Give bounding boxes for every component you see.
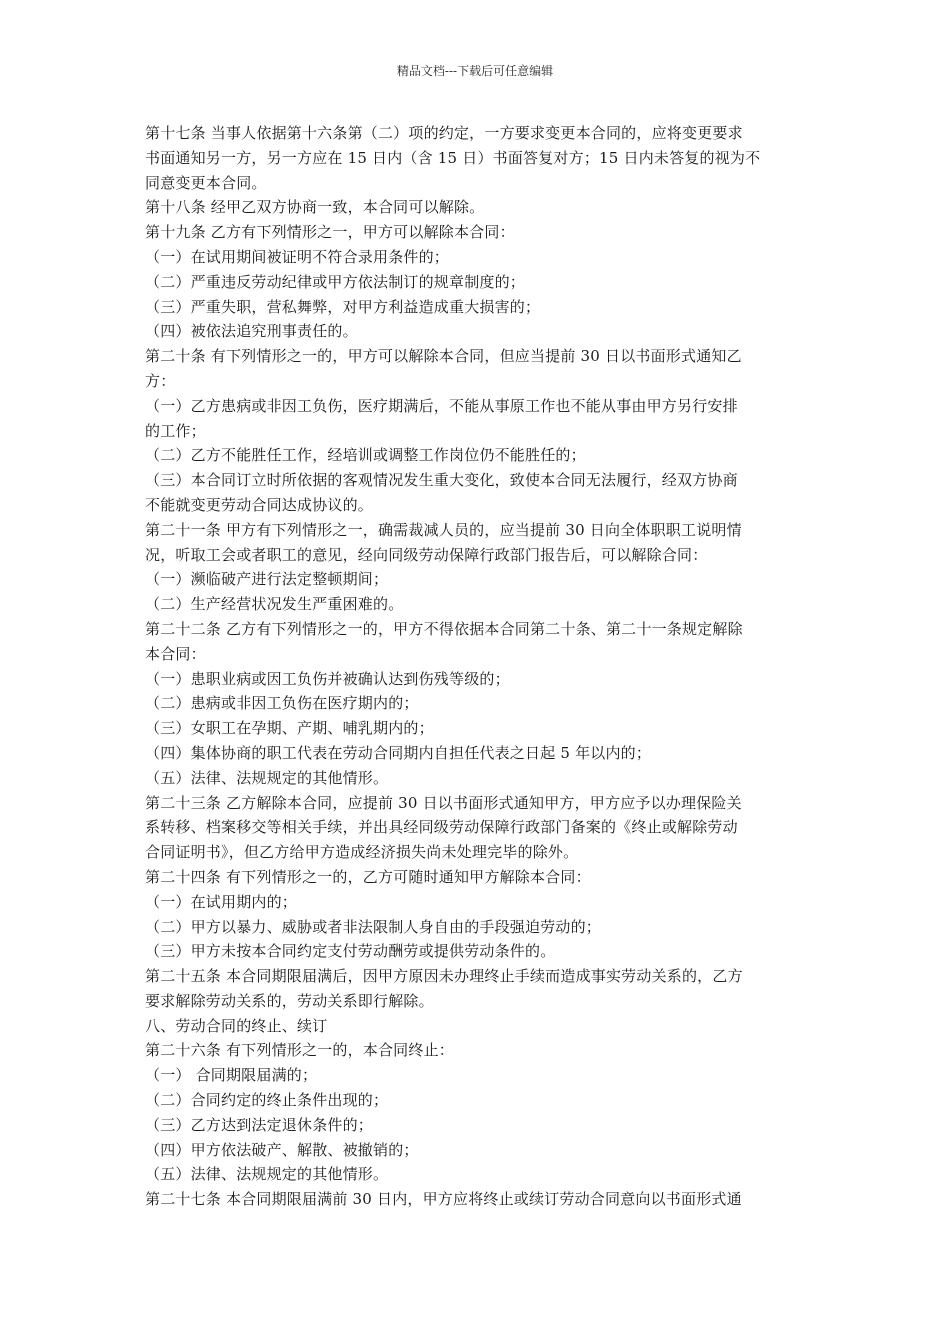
text-line: 方： (145, 371, 176, 390)
text-line: 不能就变更劳动合同达成协议的。 (145, 495, 374, 514)
text-line: （四）集体协商的职工代表在劳动合同期内自担任代表之日起 5 年以内的； (145, 743, 652, 762)
text-line: 第二十一条 甲方有下列情形之一，确需裁减人员的，应当提前 30 日向全体职职工说明情 (145, 520, 742, 539)
text-line: （一）在试用期间被证明不符合录用条件的； (145, 247, 450, 266)
text-line: （五）法律、法规规定的其他情形。 (145, 768, 389, 787)
text-line: 合同证明书》，但乙方给甲方造成经济损失尚未处理完毕的除外。 (145, 843, 579, 862)
text-line: （二）合同约定的终止条件出现的； (145, 1091, 389, 1110)
text-line: 同意变更本合同。 (145, 173, 267, 192)
text-line: 书面通知另一方，另一方应在 15 日内（含 15 日）书面答复对方；15 日内未答复的视为不 (145, 148, 761, 167)
text-line: （四）甲方依法破产、解散、被撤销的； (145, 1140, 419, 1159)
text-line: （三）严重失职，营私舞弊，对甲方利益造成重大损害的； (145, 297, 541, 316)
document-body (145, 121, 808, 1212)
text-line: （一）濒临破产进行法定整顿期间； (145, 570, 389, 589)
text-line: 的工作； (145, 421, 206, 440)
text-line: （三）本合同订立时所依据的客观情况发生重大变化，致使本合同无法履行，经双方协商 (145, 471, 738, 490)
text-line: 况，听取工会或者职工的意见，经向同级劳动保障行政部门报告后，可以解除合同： (145, 545, 708, 564)
text-line: （三）女职工在孕期、产期、哺乳期内的； (145, 719, 434, 738)
text-line: 系转移、档案移交等相关手续，并出具经同级劳动保障行政部门备案的《终止或解除劳动 (145, 818, 738, 837)
text-line: 第二十四条 有下列情形之一的，乙方可随时通知甲方解除本合同： (145, 867, 591, 886)
text-line: （一）乙方患病或非因工负伤，医疗期满后，不能从事原工作也不能从事由甲方另行安排 (145, 396, 738, 415)
text-line: 第十八条 经甲乙双方协商一致，本合同可以解除。 (145, 198, 485, 217)
text-line: 第二十五条 本合同期限届满后，因甲方原因未办理终止手续而造成事实劳动关系的，乙方 (145, 967, 743, 986)
text-line: （二）患病或非因工负伤在医疗期内的； (145, 694, 419, 713)
text-line: （二）乙方不能胜任工作，经培训或调整工作岗位仍不能胜任的； (145, 446, 586, 465)
text-line: 第十七条 当事人依据第十六条第（二）项的约定，一方要求变更本合同的，应将变更要求 (145, 124, 743, 142)
text-line: （一） 合同期限届满的； (145, 1066, 318, 1085)
text-line: （五）法律、法规规定的其他情形。 (145, 1165, 389, 1184)
text-line: 第二十三条 乙方解除本合同，应提前 30 日以书面形式通知甲方，甲方应予以办理保险关 (145, 793, 742, 812)
text-line: 要求解除劳动关系的，劳动关系即行解除。 (145, 991, 434, 1010)
page-header: 精品文档---下载后可任意编辑 (396, 64, 554, 78)
section-heading: 八、劳动合同的终止、续订 (145, 1016, 328, 1035)
text-line: （二）生产经营状况发生严重困难的。 (145, 595, 404, 614)
text-line: （一）患职业病或因工负伤并被确认达到伤残等级的； (145, 669, 510, 688)
text-line: 第二十二条 乙方有下列情形之一的，甲方不得依据本合同第二十条、第二十一条规定解除 (145, 619, 743, 638)
text-line: （四）被依法追究刑事责任的。 (145, 322, 358, 341)
text-line: （一）在试用期内的； (145, 892, 298, 911)
text-line: （二）严重违反劳动纪律或甲方依法制订的规章制度的； (145, 272, 526, 291)
text-line: 第十九条 乙方有下列情形之一，甲方可以解除本合同： (145, 223, 515, 242)
text-line: 第二十条 有下列情形之一的，甲方可以解除本合同，但应当提前 30 日以书面形式通知乙 (145, 347, 742, 366)
text-line: 本合同： (145, 644, 206, 663)
text-line: （三）乙方达到法定退休条件的； (145, 1115, 374, 1134)
text-line: 第二十七条 本合同期限届满前 30 日内，甲方应将终止或续订劳动合同意向以书面形式通 (145, 1190, 742, 1209)
text-line: （三）甲方未按本合同约定支付劳动酬劳或提供劳动条件的。 (145, 942, 556, 961)
text-line: 第二十六条 有下列情形之一的，本合同终止： (145, 1041, 454, 1060)
text-line: （二）甲方以暴力、威胁或者非法限制人身自由的手段强迫劳动的； (145, 917, 602, 936)
